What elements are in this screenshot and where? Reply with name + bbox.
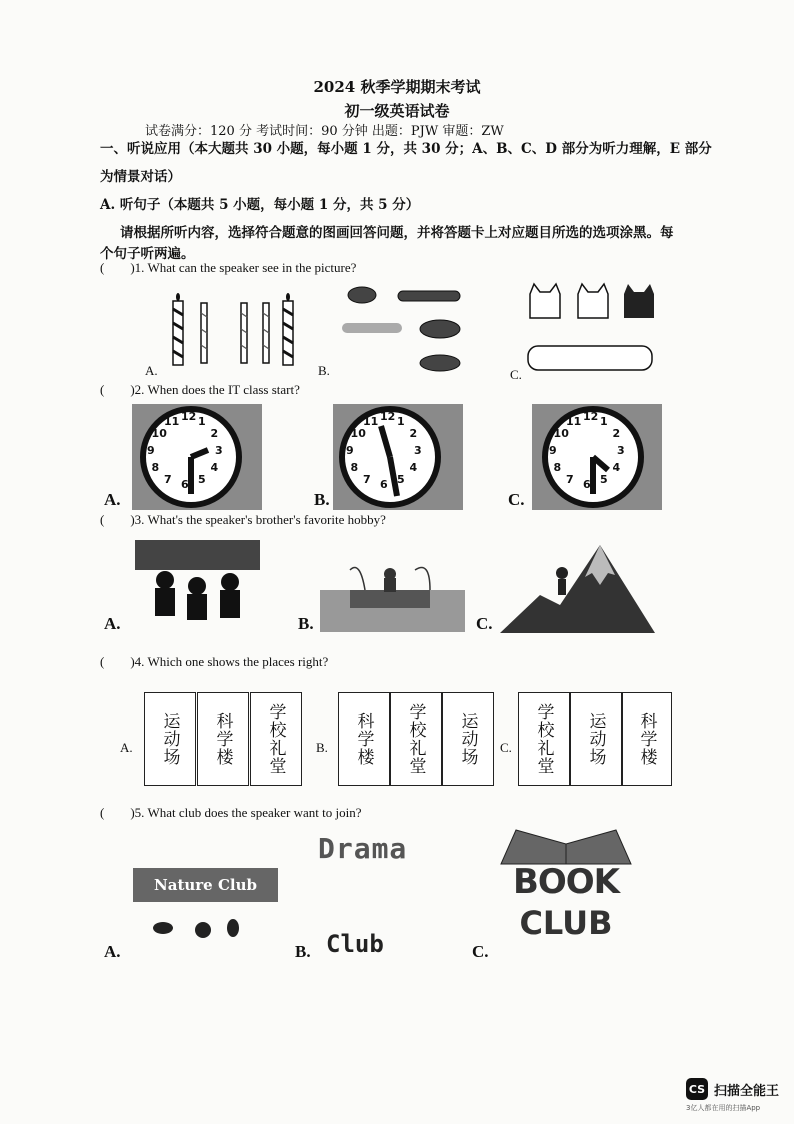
leaf-icon <box>133 906 278 946</box>
partA-heading: A. 听句子（本题共 5 小题，每小题 1 分，共 5 分） <box>100 197 420 213</box>
building-b1: 科学楼 <box>338 692 390 786</box>
clock-numeral: 9 <box>147 444 155 457</box>
clock-numeral: 10 <box>350 427 366 440</box>
partA-instruction-2: 个句子听两遍。 <box>100 246 195 262</box>
building-c1: 学校礼堂 <box>518 692 570 786</box>
q2-option-c[interactable]: C. <box>508 490 525 509</box>
building-c3: 科学楼 <box>622 692 672 786</box>
clock-numeral: 12 <box>583 410 599 423</box>
cats-image <box>520 280 660 380</box>
clock-numeral: 1 <box>198 414 206 428</box>
q3-option-a[interactable]: A. <box>104 614 121 633</box>
book-club-text: CLUB <box>519 904 613 942</box>
q3-option-b[interactable]: B. <box>298 614 314 633</box>
building-b3: 运动场 <box>442 692 494 786</box>
candles-image <box>165 293 315 373</box>
scanner-logo <box>686 1078 779 1100</box>
clock-numeral: 8 <box>350 461 359 474</box>
drama-title: Drama <box>318 832 408 865</box>
question-2: ( )2. When does the IT class start? <box>100 382 300 397</box>
q5-option-a[interactable]: A. <box>104 942 121 961</box>
candy-icon <box>340 283 470 375</box>
clock-b-frame <box>333 404 463 510</box>
q4-option-a[interactable]: A. <box>120 740 133 755</box>
clock-numeral: 2 <box>612 427 621 440</box>
building-a3: 学校礼堂 <box>250 692 302 786</box>
clock-numeral: 4 <box>210 461 219 474</box>
clock-numeral: 10 <box>151 427 167 440</box>
clock-numeral: 4 <box>612 461 621 474</box>
book-title: BOOK <box>512 862 620 902</box>
clock-numeral: 9 <box>549 444 557 457</box>
clock-numeral: 7 <box>164 473 172 487</box>
sports-icon <box>135 540 260 625</box>
boating-icon <box>320 560 465 632</box>
q4-option-c[interactable]: C. <box>500 740 512 755</box>
clock-numeral: 2 <box>409 427 418 440</box>
clock-numeral: 11 <box>164 414 180 428</box>
q5-option-c[interactable]: C. <box>472 942 489 961</box>
clock-numeral: 5 <box>198 473 206 487</box>
clock-icon <box>140 406 242 508</box>
clock-icon <box>339 406 441 508</box>
question-4: ( )4. Which one shows the places right? <box>100 654 329 669</box>
clock-numeral: 8 <box>151 461 160 474</box>
clock-numeral: 8 <box>553 461 562 474</box>
clock-icon <box>542 406 644 508</box>
exam-subtitle: 初一级英语试卷 <box>344 102 450 120</box>
q1-option-a[interactable]: A. <box>145 363 158 378</box>
question-1: ( )1. What can the speaker see in the picture? <box>100 260 357 275</box>
cs-badge: CS <box>686 1078 708 1100</box>
q1-option-c[interactable]: C. <box>510 367 522 382</box>
mountain-icon <box>500 535 655 633</box>
hobby-a-image <box>135 540 260 625</box>
clock-numeral: 3 <box>414 444 422 457</box>
nature-club-image <box>133 858 278 940</box>
question-3: ( )3. What's the speaker's brother's favorite hobby? <box>100 512 386 527</box>
open-book-icon <box>496 826 636 866</box>
nature-club-banner: Nature Club <box>133 868 278 902</box>
clock-numeral: 6 <box>380 478 388 491</box>
clock-numeral: 7 <box>363 473 371 487</box>
partA-instruction-1: 请根据所听内容，选择符合题意的图画回答问题，并将答题卡上对应题目所选的选项涂黑。每 <box>120 225 674 241</box>
candies-image <box>340 283 470 375</box>
building-a1: 运动场 <box>144 692 196 786</box>
clock-numeral: 10 <box>553 427 569 440</box>
clock-numeral: 2 <box>210 427 219 440</box>
q2-option-b[interactable]: B. <box>314 490 330 509</box>
clock-numeral: 1 <box>600 414 608 428</box>
drama-club-image <box>318 832 420 960</box>
part1-heading-1: 一、听说应用（本大题共 30 小题，每小题 1 分，共 30 分；A、B、C、D 部分为听力理解，E 部分 <box>100 141 712 157</box>
candles-icon <box>165 293 315 373</box>
clock-numeral: 1 <box>397 414 405 428</box>
q3-option-c[interactable]: C. <box>476 614 493 633</box>
cat-icon <box>520 280 660 380</box>
clock-a-frame <box>132 404 262 510</box>
clock-numeral: 5 <box>600 473 608 487</box>
building-b2: 学校礼堂 <box>390 692 442 786</box>
scanner-brand: 扫描全能王 <box>714 1083 780 1099</box>
clock-numeral: 4 <box>409 461 418 474</box>
clock-numeral: 12 <box>181 410 197 423</box>
clock-numeral: 6 <box>181 478 189 491</box>
clock-c-frame <box>532 404 662 510</box>
building-c2: 运动场 <box>570 692 622 786</box>
clock-numeral: 11 <box>363 414 379 428</box>
q1-option-b[interactable]: B. <box>318 363 330 378</box>
question-5: ( )5. What club does the speaker want to join? <box>100 805 362 820</box>
clock-numeral: 3 <box>215 444 223 457</box>
drama-club-text: Club <box>326 930 384 958</box>
scanner-tagline: 3亿人都在用的扫描App <box>686 1104 761 1112</box>
q4-option-b[interactable]: B. <box>316 740 328 755</box>
clock-numeral: 7 <box>566 473 574 487</box>
exam-title: 2024 秋季学期期末考试 <box>313 78 481 96</box>
building-a2: 科学楼 <box>197 692 249 786</box>
hobby-b-image <box>320 560 465 632</box>
book-club-image <box>496 826 636 944</box>
clock-numeral: 5 <box>397 473 405 487</box>
clock-numeral: 11 <box>566 414 582 428</box>
clock-numeral: 6 <box>583 478 591 491</box>
exam-info: 试卷满分：120 分 考试时间：90 分钟 出题：PJW 审题：ZW <box>145 124 504 139</box>
clock-numeral: 3 <box>617 444 625 457</box>
clock-numeral: 12 <box>380 410 396 423</box>
q2-option-a[interactable]: A. <box>104 490 121 509</box>
part1-heading-2: 为情景对话） <box>100 169 181 185</box>
q5-option-b[interactable]: B. <box>295 942 311 961</box>
clock-numeral: 9 <box>346 444 354 457</box>
hobby-c-image <box>500 535 655 633</box>
